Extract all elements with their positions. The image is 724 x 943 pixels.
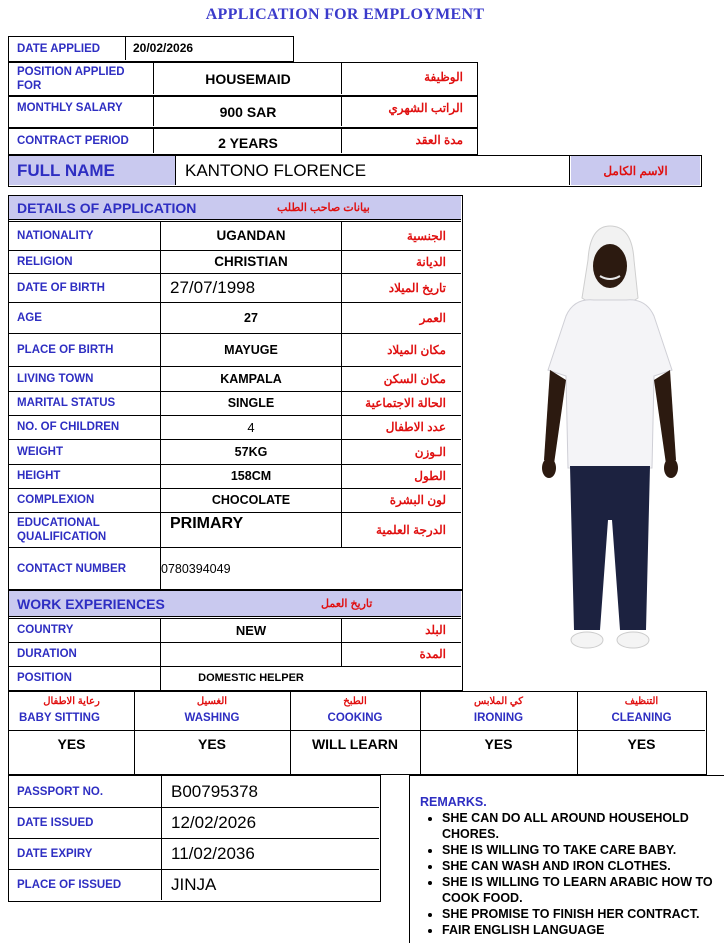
skill-value: YES [627,736,656,752]
divider [341,512,342,547]
details-row-arabic: لون البشرة [389,493,446,507]
contract-value: 2 YEARS [218,135,278,151]
divider [341,366,342,391]
position-value: HOUSEMAID [205,70,291,87]
skill-arabic: الطبخ [343,696,367,707]
details-row-arabic: تاريخ الميلاد [388,280,446,295]
details-row-arabic: الديانة [415,254,446,269]
details-row-value: 57KG [234,444,268,459]
skill-label: WASHING [184,712,240,724]
divider [9,302,461,303]
divider [9,547,461,548]
remarks-list [420,810,720,938]
divider [341,273,342,302]
details-row-value: CHRISTIAN [214,254,288,269]
divider [9,415,461,416]
details-heading-arabic: بيانات صاحب الطلب [277,202,370,214]
details-row-arabic: الدرجة العلمية [375,522,446,537]
divider [125,37,126,60]
passport-no-value: B00795378 [171,781,258,801]
date-applied-value: 20/02/2026 [133,41,194,55]
details-row-arabic: الطول [414,469,446,483]
skill-value: YES [57,736,86,752]
details-row-arabic: الـوزن [414,444,446,459]
divider [160,302,161,333]
divider [9,512,461,513]
work-row-value: NEW [235,622,267,638]
remarks-box [409,775,724,943]
details-row-label: HEIGHT [17,470,61,482]
divider [341,250,342,273]
applicant-photo [530,220,690,660]
remark-item: • SHE IS WILLING TO TAKE CARE BABY. [442,842,720,858]
divider [160,366,161,391]
divider [160,666,161,690]
salary-value: 900 SAR [219,103,277,120]
details-row-value: SINGLE [227,396,275,410]
skill-value: YES [197,736,226,752]
skill-arabic: رعاية الاطفال [43,696,100,707]
divider [9,366,461,367]
details-row-value: CHOCOLATE [211,493,291,507]
details-row-label: LIVING TOWN [17,372,94,385]
divider [569,156,570,185]
divider [153,129,154,153]
date-applied-label: DATE APPLIED [17,42,101,55]
fullname-value: KANTONO FLORENCE [185,161,367,180]
work-row-arabic: البلد [425,623,446,637]
divider [9,250,461,251]
position-arabic: الوظيفة [424,70,463,84]
work-row-value: DOMESTIC HELPER [198,672,304,684]
date-issued-value: 12/02/2026 [171,812,257,832]
divider [341,415,342,439]
applicant-photo-figure [530,220,690,660]
skill-label: BABY SITTING [19,712,100,724]
divider [9,273,461,274]
details-row-label: EDUCATIONAL QUALIFICATION [17,516,107,543]
fullname-label: FULL NAME [9,156,175,185]
divider [341,333,342,366]
skill-value: YES [484,736,513,752]
divider [341,221,342,250]
details-row-value: KAMPALA [220,371,282,386]
place-issued-value: JINJA [171,874,217,894]
passport-no-label: PASSPORT NO. [17,785,104,798]
divider [341,642,342,666]
details-row-value: 4 [247,419,255,435]
details-row-arabic: عدد الاطفال [385,420,446,434]
divider [160,391,161,415]
position-label: POSITION APPLIED FOR [17,66,125,92]
work-row-label: POSITION [17,672,72,684]
divider [160,488,161,512]
details-row-arabic: مكان الميلاد [387,342,446,357]
remark-item: • SHE CAN DO ALL AROUND HOUSEHOLD CHORES. [442,810,720,842]
remark-item: • SHE IS WILLING TO LEARN ARABIC HOW TO COOK FOOD. [442,874,720,906]
details-heading-bar [9,196,461,220]
divider [160,415,161,439]
fullname-row [8,155,702,187]
divider [160,221,161,250]
divider [341,464,342,488]
divider [341,439,342,464]
divider [153,63,154,94]
divider [9,488,461,489]
skill-label: CLEANING [611,712,672,724]
divider [9,730,705,731]
divider [341,63,342,94]
remark-item: • FAIR ENGLISH LANGUAGE [442,922,720,938]
date-expiry-label: DATE EXPIRY [17,847,93,860]
divider [341,488,342,512]
fullname-arabic: الاسم الكامل [571,156,700,185]
details-row-value: 27 [244,310,258,325]
divider [153,97,154,126]
divider [160,273,161,302]
remarks-content [420,794,720,938]
position-row [8,62,478,96]
divider [160,618,161,642]
date-issued-label: DATE ISSUED [17,816,94,829]
remarks-heading: REMARKS. [420,795,487,809]
divider [175,156,176,185]
details-row-label: PLACE OF BIRTH [17,343,114,356]
details-heading: DETAILS OF APPLICATION [17,200,197,216]
page-title: APPLICATION FOR EMPLOYMENT [205,6,485,23]
divider [9,333,461,334]
details-row-value: MAYUGE [224,342,278,357]
skill-label: IRONING [473,712,524,724]
work-row-label: COUNTRY [17,624,74,636]
skill-value: WILL LEARN [311,736,399,752]
divider [9,439,461,440]
work-row-label: DURATION [17,648,77,660]
contract-label: CONTRACT PERIOD [17,135,129,147]
work-heading-arabic: تاريخ العمل [321,598,373,610]
contract-row [8,128,478,155]
salary-row [8,96,478,128]
divider [160,512,161,547]
skill-arabic: كي الملابس [474,696,523,707]
divider [160,642,161,666]
details-row-label: DATE OF BIRTH [17,281,105,294]
details-row-value: UGANDAN [216,228,286,243]
work-heading: WORK EXPERIENCES [17,596,165,612]
details-row-label: RELIGION [17,255,73,268]
skill-arabic: الغسيل [196,696,228,707]
divider [341,129,342,153]
remark-item: • SHE CAN WASH AND IRON CLOTHES. [442,858,720,874]
skill-arabic: التنظيف [624,696,659,707]
details-row-label: NATIONALITY [17,229,94,242]
divider [9,464,461,465]
details-row-value: PRIMARY [170,514,244,532]
date-expiry-value: 11/02/2036 [171,843,255,863]
skill-label: COOKING [327,712,383,724]
divider [160,547,161,590]
divider [341,618,342,642]
divider [341,97,342,126]
details-row-value: 27/07/1998 [170,277,256,297]
divider [341,391,342,415]
remark-item: • SHE PROMISE TO FINISH HER CONTRACT. [442,906,720,922]
divider [160,250,161,273]
divider [160,464,161,488]
details-row-arabic: الحالة الاجتماعية [365,396,446,410]
details-row-value: 0780394049 [161,561,231,576]
contract-arabic: مدة العقد [415,133,463,147]
divider [9,618,461,619]
work-row-arabic: المدة [419,647,446,661]
divider [160,333,161,366]
divider [9,391,461,392]
details-row-arabic: الجنسية [406,228,446,243]
details-row-label: CONTACT NUMBER [17,562,127,575]
divider [341,302,342,333]
details-row-label: MARITAL STATUS [17,397,116,409]
place-issued-label: PLACE OF ISSUED [17,878,122,891]
date-applied-row [8,36,294,62]
work-row-value [160,642,342,666]
details-row-arabic: العمر [419,310,446,325]
details-row-label: WEIGHT [17,445,63,458]
passport-table [8,775,381,902]
details-row-label: AGE [17,311,42,324]
details-row-value: 158CM [230,469,272,483]
salary-arabic: الراتب الشهري [388,101,463,115]
salary-label: MONTHLY SALARY [17,102,123,114]
details-row-label: NO. OF CHILDREN [17,421,120,433]
divider [160,439,161,464]
work-heading-bar [9,591,461,617]
divider [9,666,461,667]
details-row-label: COMPLEXION [17,494,95,506]
details-row-arabic: مكان السكن [383,371,446,386]
divider [9,221,461,222]
divider [9,642,461,643]
